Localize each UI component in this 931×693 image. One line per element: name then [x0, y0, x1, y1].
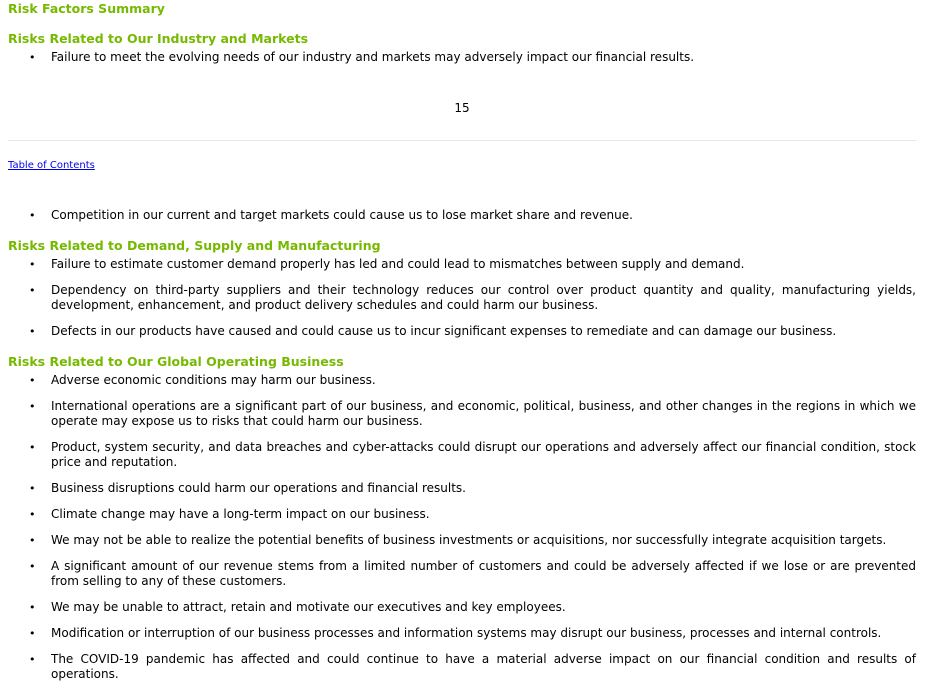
- bullet-icon: •: [29, 508, 36, 521]
- bullet-icon: •: [29, 325, 36, 338]
- bullet-icon: •: [29, 284, 36, 297]
- page-number: 15: [454, 101, 470, 115]
- industry-risk-list-continued: [8, 208, 916, 234]
- demand-risk-list: [8, 257, 916, 350]
- list-item: [8, 507, 916, 522]
- bullet-icon: •: [29, 482, 36, 495]
- list-item: [8, 208, 916, 223]
- bullet-icon: •: [29, 534, 36, 547]
- bullet-icon: •: [29, 441, 36, 454]
- risk-text: International operations are a significant part of our business, and economic, political, business, and other changes in the regions in which we operate may expose us to risks that could harm our business.: [51, 399, 916, 428]
- list-item: [8, 283, 916, 313]
- list-item: [8, 257, 916, 272]
- risk-text: Dependency on third-party suppliers and their technology reduces our control over product quantity and quality, manufacturing yields, development, enhancement, and product delivery schedules and could harm our business.: [51, 283, 916, 312]
- table-of-contents-link[interactable]: Table of Contents: [8, 160, 95, 171]
- risk-text: Defects in our products have caused and could cause us to incur significant expenses to remediate and can damage our business.: [51, 324, 837, 338]
- section-heading-industry: Risks Related to Our Industry and Markets: [8, 31, 309, 46]
- risk-text: Adverse economic conditions may harm our business.: [51, 373, 376, 387]
- bullet-icon: •: [29, 374, 36, 387]
- list-item: [8, 324, 916, 339]
- bullet-icon: •: [29, 627, 36, 640]
- section-heading-demand: Risks Related to Demand, Supply and Manufacturing: [8, 238, 381, 253]
- risk-text: Climate change may have a long-term impact on our business.: [51, 507, 430, 521]
- bullet-icon: •: [29, 653, 36, 666]
- risk-text: Product, system security, and data breaches and cyber-attacks could disrupt our operations and adversely affect our financial condition, stock price and reputation.: [51, 440, 916, 469]
- risk-text: A significant amount of our revenue stems from a limited number of customers and could be adversely affected if we lose or are prevented from selling to any of these customers.: [51, 559, 916, 588]
- list-item: [8, 373, 916, 388]
- list-item: [8, 652, 916, 682]
- industry-risk-list: [8, 50, 916, 76]
- list-item: [8, 440, 916, 470]
- bullet-icon: •: [29, 209, 36, 222]
- global-risk-list: [8, 373, 916, 693]
- list-item: [8, 533, 916, 548]
- risk-text: We may not be able to realize the potential benefits of business investments or acquisitions, nor successfully integrate acquisition targets.: [51, 533, 887, 547]
- risk-text: The COVID-19 pandemic has affected and could continue to have a material adverse impact on our financial condition and results of operations.: [51, 652, 916, 681]
- risk-text: Competition in our current and target markets could cause us to lose market share and revenue.: [51, 208, 633, 222]
- risk-factors-summary-title: Risk Factors Summary: [8, 1, 165, 16]
- risk-text: Modification or interruption of our business processes and information systems may disrupt our business, processes and internal controls.: [51, 626, 882, 640]
- list-item: [8, 626, 916, 641]
- risk-text: Failure to estimate customer demand properly has led and could lead to mismatches between supply and demand.: [51, 257, 745, 271]
- list-item: [8, 481, 916, 496]
- list-item: [8, 50, 916, 65]
- bullet-icon: •: [29, 560, 36, 573]
- list-item: [8, 399, 916, 429]
- bullet-icon: •: [29, 400, 36, 413]
- risk-text: Failure to meet the evolving needs of our industry and markets may adversely impact our financial results.: [51, 50, 695, 64]
- bullet-icon: •: [29, 601, 36, 614]
- risk-text: We may be unable to attract, retain and motivate our executives and key employees.: [51, 600, 566, 614]
- list-item: [8, 600, 916, 615]
- risk-text: Business disruptions could harm our operations and financial results.: [51, 481, 466, 495]
- bullet-icon: •: [29, 51, 36, 64]
- bullet-icon: •: [29, 258, 36, 271]
- section-heading-global: Risks Related to Our Global Operating Business: [8, 354, 344, 369]
- page-break-divider: [8, 140, 916, 141]
- list-item: [8, 559, 916, 589]
